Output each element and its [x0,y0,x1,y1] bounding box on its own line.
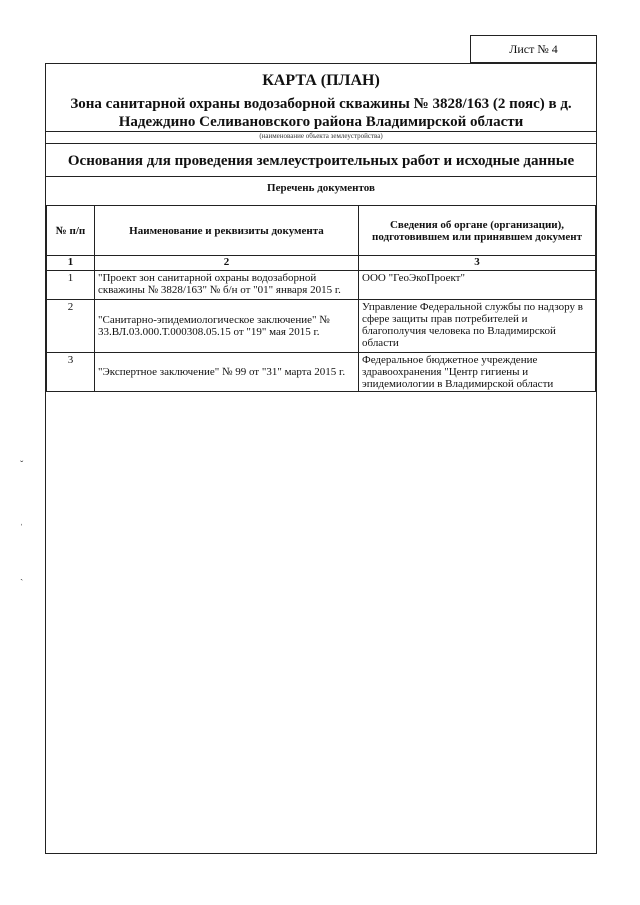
scan-speck: ˇ [20,460,24,471]
document-organ: ООО "ГеоЭкоПроект" [359,271,596,300]
row-number: 3 [47,353,95,392]
table-header-row [47,206,596,256]
document-name: "Проект зон санитарной охраны водозаборной скважины № 3828/163" № б/н от "01" января 2015 г. [95,271,359,300]
column-header-organ: Сведения об органе (организации), подготовившем или принявшем документ [359,206,596,256]
document-frame [45,63,597,854]
column-header-number: № п/п [47,206,95,256]
sheet-number-label: Лист № 4 [470,35,597,63]
object-caption: (наименование объекта землеустройства) [259,132,383,140]
scan-speck: ˌ [20,515,24,526]
table-row [47,300,596,353]
column-header-name: Наименование и реквизиты документа [95,206,359,256]
document-name: "Экспертное заключение" № 99 от "31" марта 2015 г. [95,353,359,392]
column-number-3: 3 [359,256,596,271]
row-number: 1 [47,271,95,300]
column-number-2: 2 [95,256,359,271]
section-title: Основания для проведения землеустроительных работ и исходные данные [67,153,575,169]
section-divider [46,176,596,177]
column-number-1: 1 [47,256,95,271]
document-organ: Управление Федеральной службы по надзору в сфере защиты прав потребителей и благополучия человека по Владимирской области [359,300,596,353]
document-title: КАРТА (ПЛАН) [262,72,380,89]
table-row [47,271,596,300]
row-number: 2 [47,300,95,353]
document-organ: Федеральное бюджетное учреждение здравоохранения "Центр гигиены и эпидемиологии в Владимирской области [359,353,596,392]
documents-table [46,205,596,392]
document-name: "Санитарно-эпидемиологическое заключение" № 33.ВЛ.03.000.Т.000308.05.15 от "19" мая 2015 г. [95,300,359,353]
subtitle-line-1: Зона санитарной охраны водозаборной скважины № 3828/163 (2 пояс) в д. [70,96,572,112]
scan-speck: ˎ [20,570,24,581]
column-number-row [47,256,596,271]
table-row [47,353,596,392]
documents-heading: Перечень документов [267,182,375,194]
document-subtitle [46,95,596,131]
header-divider [46,143,596,144]
subtitle-line-2: Надеждино Селивановского района Владимирской области [118,114,524,130]
